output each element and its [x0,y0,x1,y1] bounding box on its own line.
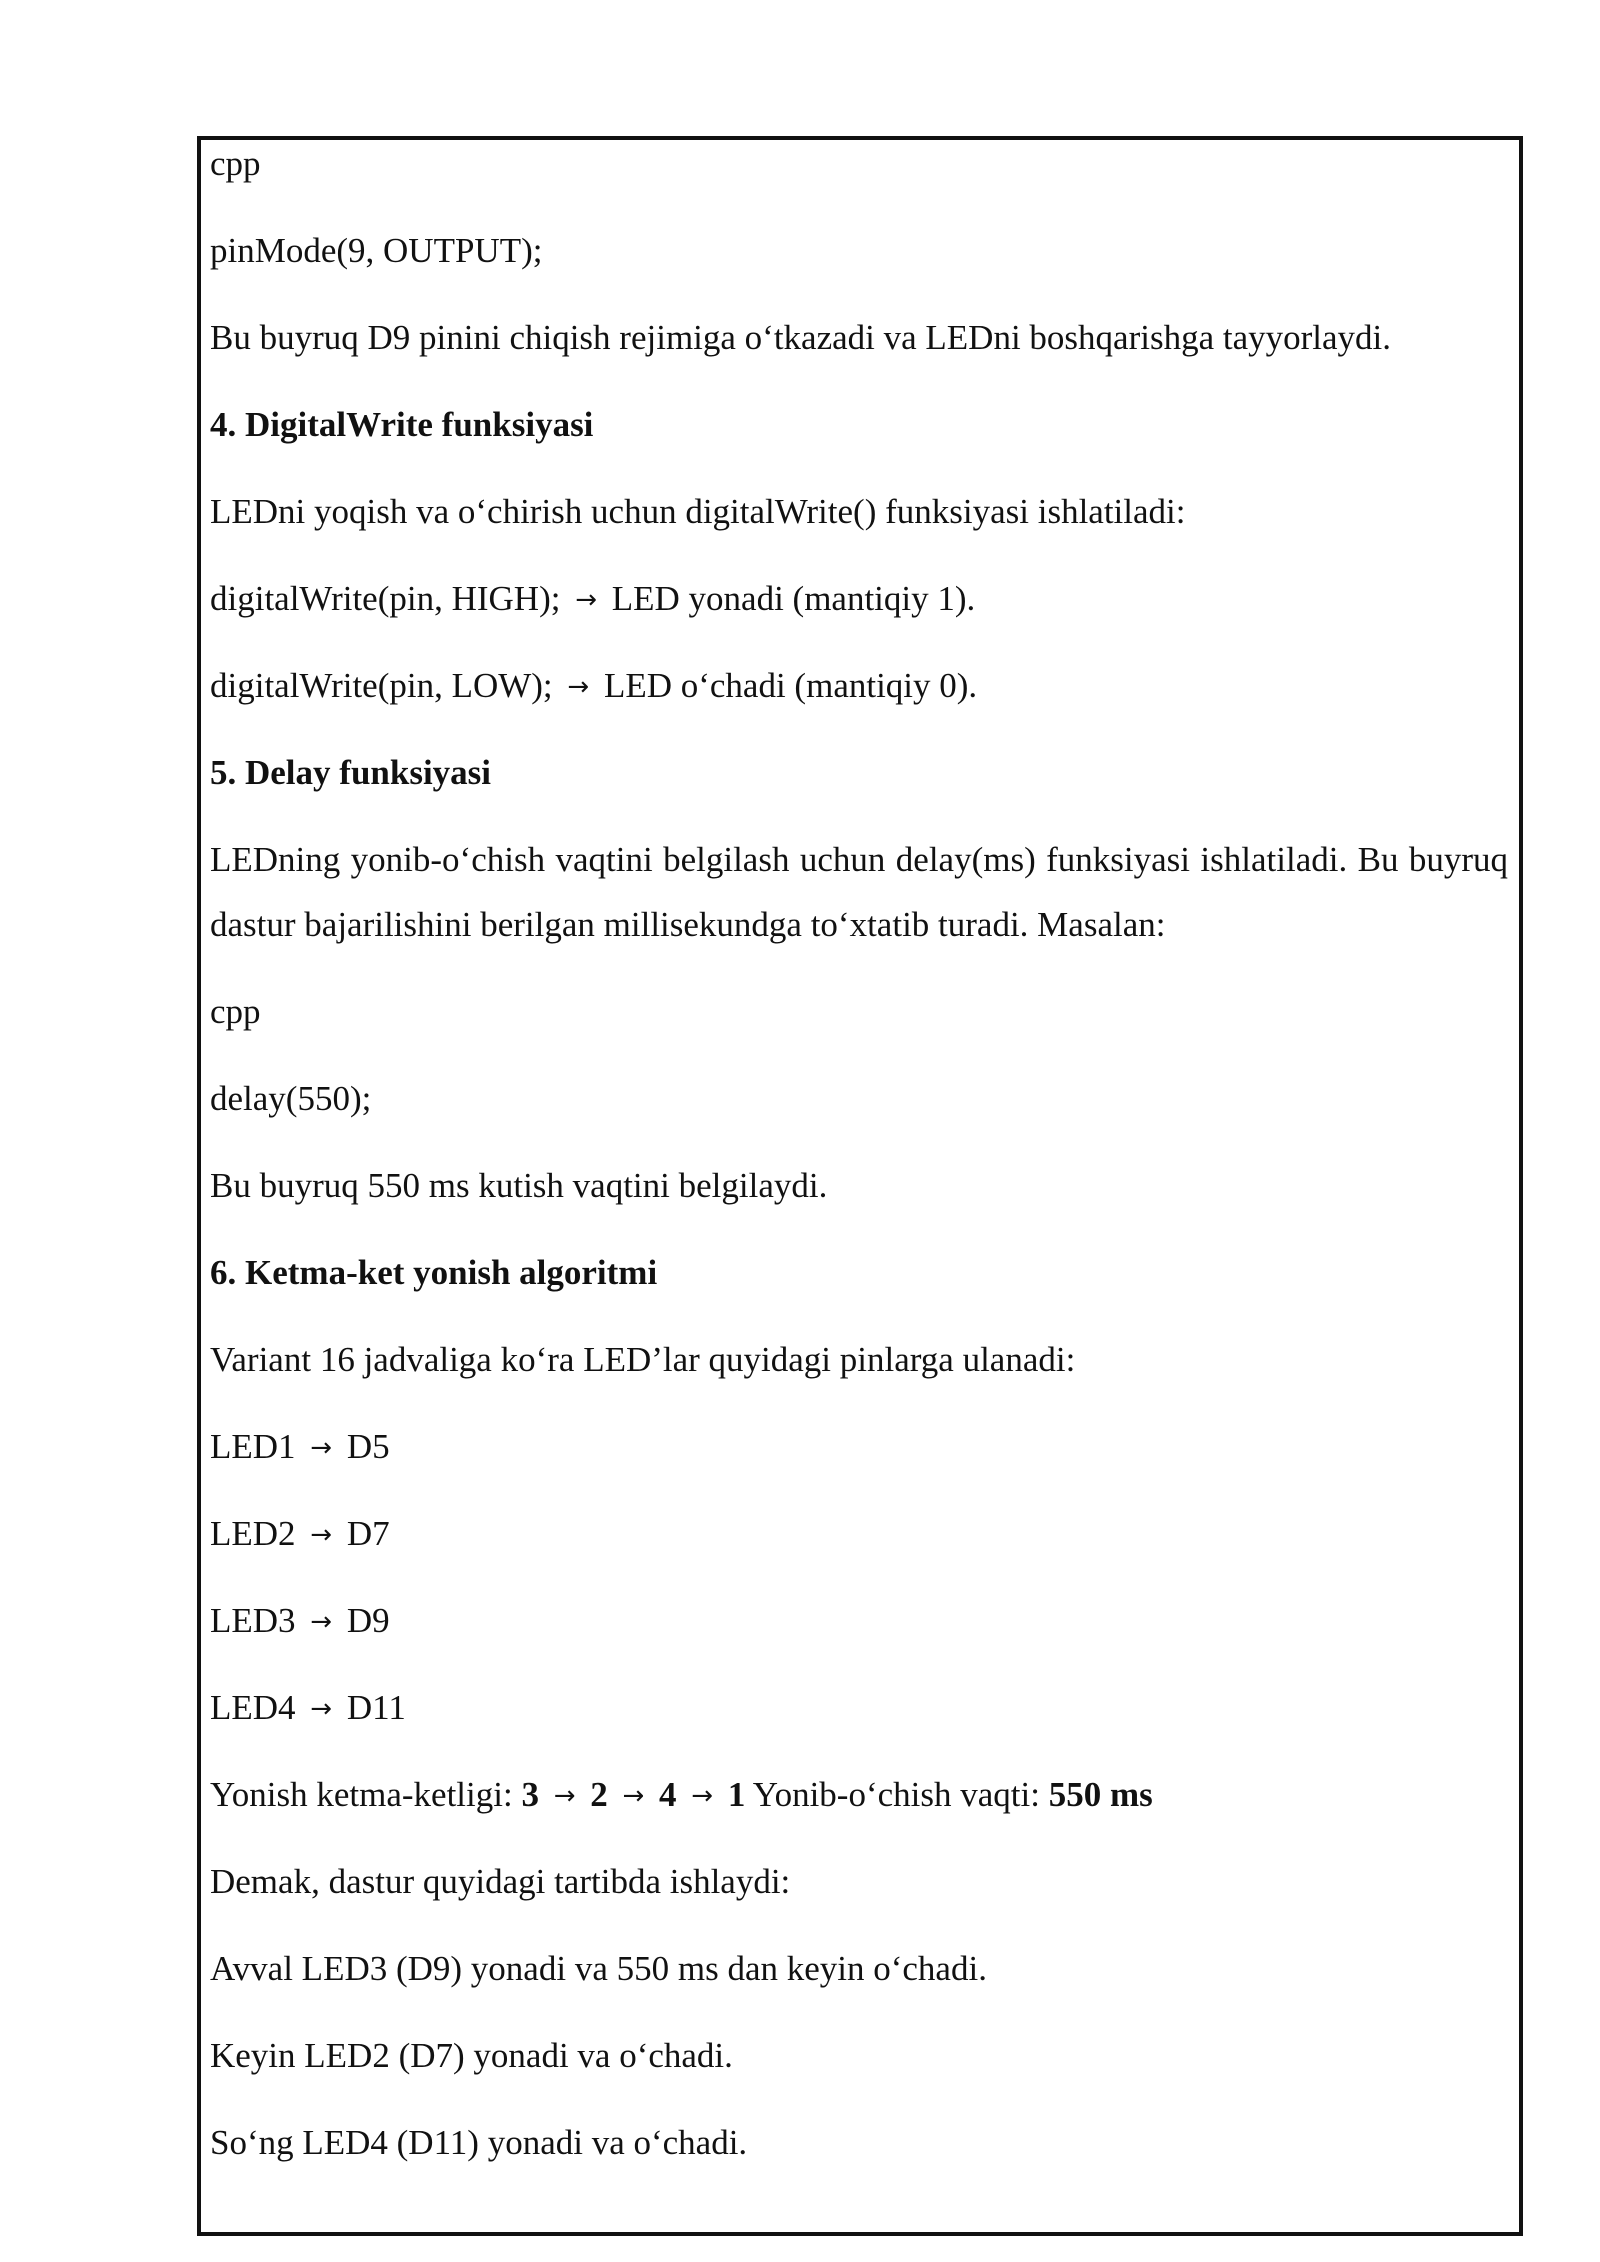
sequence-step: 1 [727,1775,746,1814]
code-language-label: cpp [210,992,261,1031]
led-name: LED3 [210,1601,296,1640]
digitalwrite-low-result: LED o‘chadi (mantiqiy 0). [603,666,978,705]
sequence-step: 3 [521,1775,539,1814]
led-mapping-row [210,1512,390,1557]
digitalwrite-high-result: LED yonadi (mantiqiy 1). [611,579,976,618]
code-digitalwrite-low: digitalWrite(pin, LOW); [210,666,553,705]
led-mapping-row [210,1425,390,1470]
section-heading-delay: 5. Delay funksiyasi [210,753,492,792]
arrow-icon: → [310,1694,333,1724]
pin-name: D11 [346,1688,406,1727]
pin-name: D5 [346,1427,390,1466]
digitalwrite-high-line [210,577,975,622]
code-digitalwrite-high: digitalWrite(pin, HIGH); [210,579,561,618]
led-name: LED4 [210,1688,296,1727]
paragraph-delay-result: Bu buyruq 550 ms kutish vaqtini belgilaydi. [210,1166,828,1205]
arrow-icon: → [553,1781,576,1811]
section-heading-algorithm: 6. Ketma-ket yonish algoritmi [210,1253,658,1292]
sequence-label: Yonish ketma-ketligi: [210,1775,513,1814]
arrow-icon: → [691,1781,714,1811]
timing-value: 550 ms [1048,1775,1153,1814]
digitalwrite-low-line [210,664,977,709]
paragraph-step-1: Avval LED3 (D9) yonadi va 550 ms dan keyin o‘chadi. [210,1949,987,1988]
paragraph-step-2: Keyin LED2 (D7) yonadi va o‘chadi. [210,2036,733,2075]
sequence-step: 4 [659,1775,677,1814]
timing-label: Yonib-o‘chish vaqti: [752,1775,1040,1814]
led-name: LED2 [210,1514,296,1553]
arrow-icon: → [310,1520,333,1550]
led-name: LED1 [210,1427,296,1466]
paragraph-delay-description: LEDning yonib-o‘chish vaqtini belgilash uchun delay(ms) funksiyasi ishlatiladi. Bu buyruq dastur bajarilishini berilgan millisekundga to‘xtatib turadi. Masalan: [210,840,1508,944]
paragraph-digitalwrite-description: LEDni yoqish va o‘chirish uchun digitalWrite() funksiyasi ishlatiladi: [210,492,1186,531]
arrow-icon: → [622,1781,645,1811]
paragraph-summary-intro: Demak, dastur quyidagi tartibda ishlaydi: [210,1862,791,1901]
sequence-step: 2 [590,1775,608,1814]
arrow-icon: → [567,672,590,702]
arrow-icon: → [310,1433,333,1463]
paragraph-pinmode-description: Bu buyruq D9 pinini chiqish rejimiga o‘tkazadi va LEDni boshqarishga tayyorlaydi. [210,318,1392,357]
led-mapping-row [210,1599,390,1644]
code-language-label: cpp [210,144,261,183]
arrow-icon: → [575,585,597,615]
pin-name: D7 [346,1514,390,1553]
code-line-delay: delay(550); [210,1079,372,1118]
pin-name: D9 [346,1601,390,1640]
arrow-icon: → [310,1607,333,1637]
led-mapping-row [210,1686,406,1731]
paragraph-step-3: So‘ng LED4 (D11) yonadi va o‘chadi. [210,2123,748,2162]
sequence-line [210,1773,1153,1818]
paragraph-variant-description: Variant 16 jadvaliga ko‘ra LED’lar quyidagi pinlarga ulanadi: [210,1340,1076,1379]
code-line-pinmode: pinMode(9, OUTPUT); [210,231,543,270]
section-heading-digitalwrite: 4. DigitalWrite funksiyasi [210,405,594,444]
